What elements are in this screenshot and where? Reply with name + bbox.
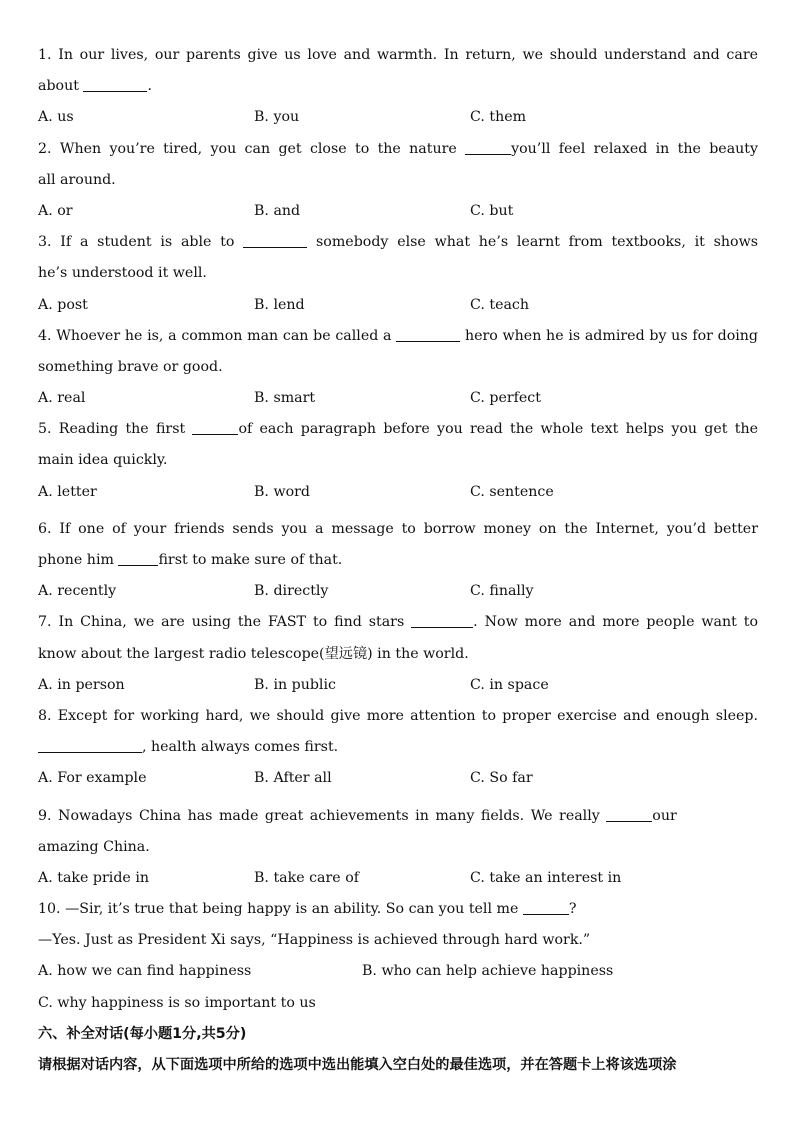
options-row-2	[38, 988, 758, 1019]
option-b[interactable]: B. in public	[254, 676, 336, 693]
question-4	[38, 321, 758, 415]
answer-blank	[465, 140, 511, 154]
option-c[interactable]: C. sentence	[470, 483, 554, 500]
question-text: 10. —Sir, it’s true that being happy is an ability. So can you tell me ?	[38, 901, 577, 918]
question-1	[38, 40, 758, 134]
option-a[interactable]: A. in person	[38, 676, 125, 693]
question-text-cont: he’s understood it well.	[38, 265, 207, 282]
question-text: 1. In our lives, our parents give us love and warmth. In return, we should understand and care	[38, 47, 758, 63]
option-b[interactable]: B. who can help achieve happiness	[362, 963, 614, 980]
option-c[interactable]: C. but	[470, 202, 514, 219]
answer-blank	[411, 614, 473, 628]
option-b[interactable]: B. directly	[254, 583, 329, 600]
exam-page	[38, 40, 758, 1081]
question-text: 6. If one of your friends sends you a message to borrow money on the Internet, you’d better	[38, 520, 758, 537]
option-a[interactable]: A. For example	[38, 770, 147, 787]
question-7	[38, 607, 758, 701]
option-b[interactable]: B. you	[254, 109, 300, 126]
options-row	[38, 576, 758, 607]
option-a[interactable]: A. us	[38, 109, 74, 126]
question-text: 5. Reading the first of each paragraph before you read the whole text helps you get the	[38, 421, 758, 438]
option-c[interactable]: C. them	[470, 109, 527, 126]
question-text: 9. Nowadays China has made great achievements in many fields. We really our	[38, 807, 677, 824]
answer-blank	[83, 78, 147, 92]
question-text-cont: about .	[38, 78, 152, 95]
question-text: 8. Except for working hard, we should give more attention to proper exercise and enough sleep.	[38, 707, 758, 724]
section-instruction: 请根据对话内容，从下面选项中所给的选项中选出能填入空白处的最佳选项，并在答题卡上将该选项涂	[38, 1057, 677, 1073]
option-b[interactable]: B. After all	[254, 770, 332, 787]
answer-blank	[192, 421, 238, 435]
question-2	[38, 134, 758, 228]
option-a[interactable]: A. take pride in	[38, 869, 149, 886]
options-row	[38, 763, 758, 794]
question-text: 3. If a student is able to somebody else what he’s learnt from textbooks, it shows	[38, 234, 759, 251]
option-c[interactable]: C. perfect	[470, 390, 541, 407]
option-a[interactable]: A. how we can find happiness	[38, 963, 252, 980]
option-c[interactable]: C. take an interest in	[470, 869, 622, 886]
option-a[interactable]: A. real	[38, 390, 86, 407]
question-text: 4. Whoever he is, a common man can be called a hero when he is admired by us for doing	[38, 327, 759, 344]
question-text: 7. In China, we are using the FAST to find stars . Now more and more people want to	[38, 614, 759, 631]
question-text-cont: —Yes. Just as President Xi says, “Happiness is achieved through hard work.”	[38, 932, 591, 949]
options-row	[38, 102, 758, 133]
option-a[interactable]: A. or	[38, 202, 73, 219]
section-heading: 六、补全对话(每小题1分,共5分)	[38, 1025, 247, 1042]
question-text: 2. When you’re tired, you can get close to the nature you’ll feel relaxed in the beauty	[38, 140, 759, 157]
question-text-cont: , health always comes first.	[38, 732, 758, 763]
question-9	[38, 801, 758, 895]
question-text-cont: all around.	[38, 171, 116, 188]
options-row	[38, 196, 758, 227]
option-c[interactable]: C. in space	[470, 676, 549, 693]
option-a[interactable]: A. recently	[38, 583, 117, 600]
options-row	[38, 477, 758, 508]
option-c[interactable]: C. why happiness is so important to us	[38, 994, 316, 1011]
question-text-cont: something brave or good.	[38, 358, 223, 375]
question-text-cont: know about the largest radio telescope(望远镜) in the world.	[38, 645, 469, 662]
options-row	[38, 863, 758, 894]
option-b[interactable]: B. smart	[254, 390, 316, 407]
question-text-cont: phone him first to make sure of that.	[38, 552, 343, 568]
question-5	[38, 414, 758, 508]
option-c[interactable]: C. finally	[470, 583, 534, 600]
answer-blank	[38, 739, 142, 753]
option-b[interactable]: B. take care of	[254, 869, 359, 886]
option-a[interactable]: A. post	[38, 296, 88, 313]
answer-blank	[118, 552, 158, 566]
option-c[interactable]: C. teach	[470, 296, 530, 313]
answer-blank	[523, 901, 569, 915]
option-b[interactable]: B. word	[254, 483, 310, 500]
options-row	[38, 383, 758, 414]
option-b[interactable]: B. and	[254, 202, 301, 219]
answer-blank	[243, 234, 307, 248]
options-row	[38, 956, 758, 987]
options-row	[38, 290, 758, 321]
question-6	[38, 514, 758, 608]
options-row	[38, 670, 758, 701]
answer-blank	[606, 807, 652, 821]
question-3	[38, 227, 758, 321]
option-a[interactable]: A. letter	[38, 483, 97, 500]
question-8	[38, 701, 758, 795]
option-c[interactable]: C. So far	[470, 770, 533, 787]
question-10	[38, 894, 758, 1019]
question-text-cont: amazing China.	[38, 838, 150, 855]
question-text-cont: main idea quickly.	[38, 452, 168, 469]
option-b[interactable]: B. lend	[254, 296, 305, 313]
answer-blank	[396, 327, 460, 341]
